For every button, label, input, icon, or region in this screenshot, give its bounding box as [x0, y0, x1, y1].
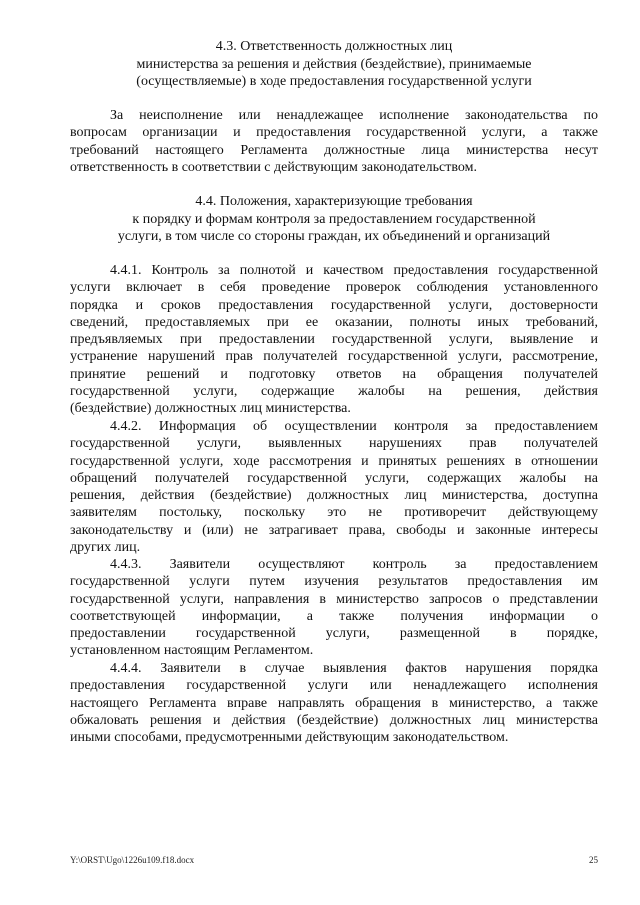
heading-line: министерства за решения и действия (бездействие), принимаемые [136, 56, 532, 72]
paragraph-line: ответственность в соответствии с действующим законодательством. [70, 159, 477, 175]
paragraph-4-4-4 [70, 660, 598, 746]
paragraph-line: решения, действия (бездействие) должностных лиц министерства, доступна [70, 488, 598, 504]
paragraph-4-4-3 [70, 556, 598, 660]
section-4-3-paragraph [70, 107, 598, 176]
paragraph-line: (бездействие) должностных лиц министерства. [70, 401, 351, 417]
section-4-3-heading [70, 38, 598, 91]
footer-page-number: 25 [589, 855, 598, 865]
paragraph-line: требований настоящего Регламента должностные лица министерства несут [70, 142, 598, 158]
paragraph-line: настоящего Регламента вправе направлять обращения в министерство, а также [70, 695, 598, 711]
paragraph-line: вопросам организации и предоставления государственной услуги, а также [70, 125, 598, 141]
heading-line: услуги, в том числе со стороны граждан, их объединений и организаций [117, 229, 551, 244]
paragraph-line: государственной услуги путем изучения результатов предоставления им [70, 574, 598, 590]
paragraph-line: принятие решений и подготовку ответов на обращения получателей [70, 366, 598, 382]
section-4-4-heading [70, 193, 598, 246]
paragraph-line: государственной услуги, выявленных нарушениях прав получателей [70, 436, 598, 452]
paragraph-4-4-2 [70, 418, 598, 556]
paragraph-line: законодательству и (или) не затрагивает права, свободы и законные интересы [70, 522, 598, 538]
paragraph-line: За неисполнение или ненадлежащее исполнение законодательства по [110, 108, 598, 123]
paragraph-line: других лиц. [70, 540, 141, 556]
footer-file-path: Y:\ORST\Ugo\1226u109.f18.docx [70, 855, 195, 865]
paragraph-line: установленном настоящим Регламентом. [70, 643, 314, 659]
paragraph-line: сведений, предоставляемых при ее оказании, полноты иных требований, [70, 314, 598, 330]
paragraph-line: 4.4.1. Контроль за полнотой и качеством предоставления государственной [110, 263, 598, 278]
paragraph-line: соответствующей информации, а также получения информации о [70, 608, 598, 624]
paragraph-line: услуги включает в себя проведение проверок соблюдения установленного [70, 280, 598, 296]
paragraph-line: устранение нарушений прав получателей государственной услуги, рассмотрение, [70, 349, 598, 365]
paragraph-line: государственной услуги, ходе рассмотрения и принятых решениях в отношении [70, 453, 598, 469]
paragraph-line: 4.4.4. Заявители в случае выявления фактов нарушения порядка [110, 661, 598, 676]
heading-line: (осуществляемые) в ходе предоставления государственной услуги [136, 74, 532, 89]
paragraph-line: обжаловать решения и действия (бездействие) должностных лиц министерства [70, 712, 598, 728]
paragraph-line: порядка и сроков предоставления государственной услуги, достоверности [70, 297, 598, 313]
heading-line: 4.3. Ответственность должностных лиц [215, 39, 453, 54]
paragraph-line: предоставления государственной услуги или ненадлежащего исполнения [70, 678, 598, 694]
paragraph-line: государственной услуги, направления в министерство запросов о представлении [70, 591, 598, 607]
paragraph-line: обращений получателей государственной услуги, содержащих жалобы на [70, 470, 598, 486]
paragraph-line: предъявляемых при предоставлении государственной услуги, выявление и [70, 332, 598, 348]
heading-line: к порядку и формам контроля за предоставлением государственной [132, 211, 536, 227]
paragraph-line: 4.4.3. Заявители осуществляют контроль за предоставлением [110, 557, 598, 572]
paragraph-line: предоставлении государственной услуги, размещенной в порядке, [70, 626, 598, 642]
paragraph-line: государственной услуги, содержащие жалобы на решения, действия [70, 384, 598, 400]
heading-line: 4.4. Положения, характеризующие требования [195, 194, 473, 209]
paragraph-line: иными способами, предусмотренными действующим законодательством. [70, 730, 509, 746]
paragraph-line: 4.4.2. Информация об осуществлении контроля за предоставлением [110, 419, 598, 434]
paragraph-4-4-1 [70, 262, 598, 418]
paragraph-line: заявителям постольку, поскольку это не противоречит действующему [70, 505, 598, 521]
